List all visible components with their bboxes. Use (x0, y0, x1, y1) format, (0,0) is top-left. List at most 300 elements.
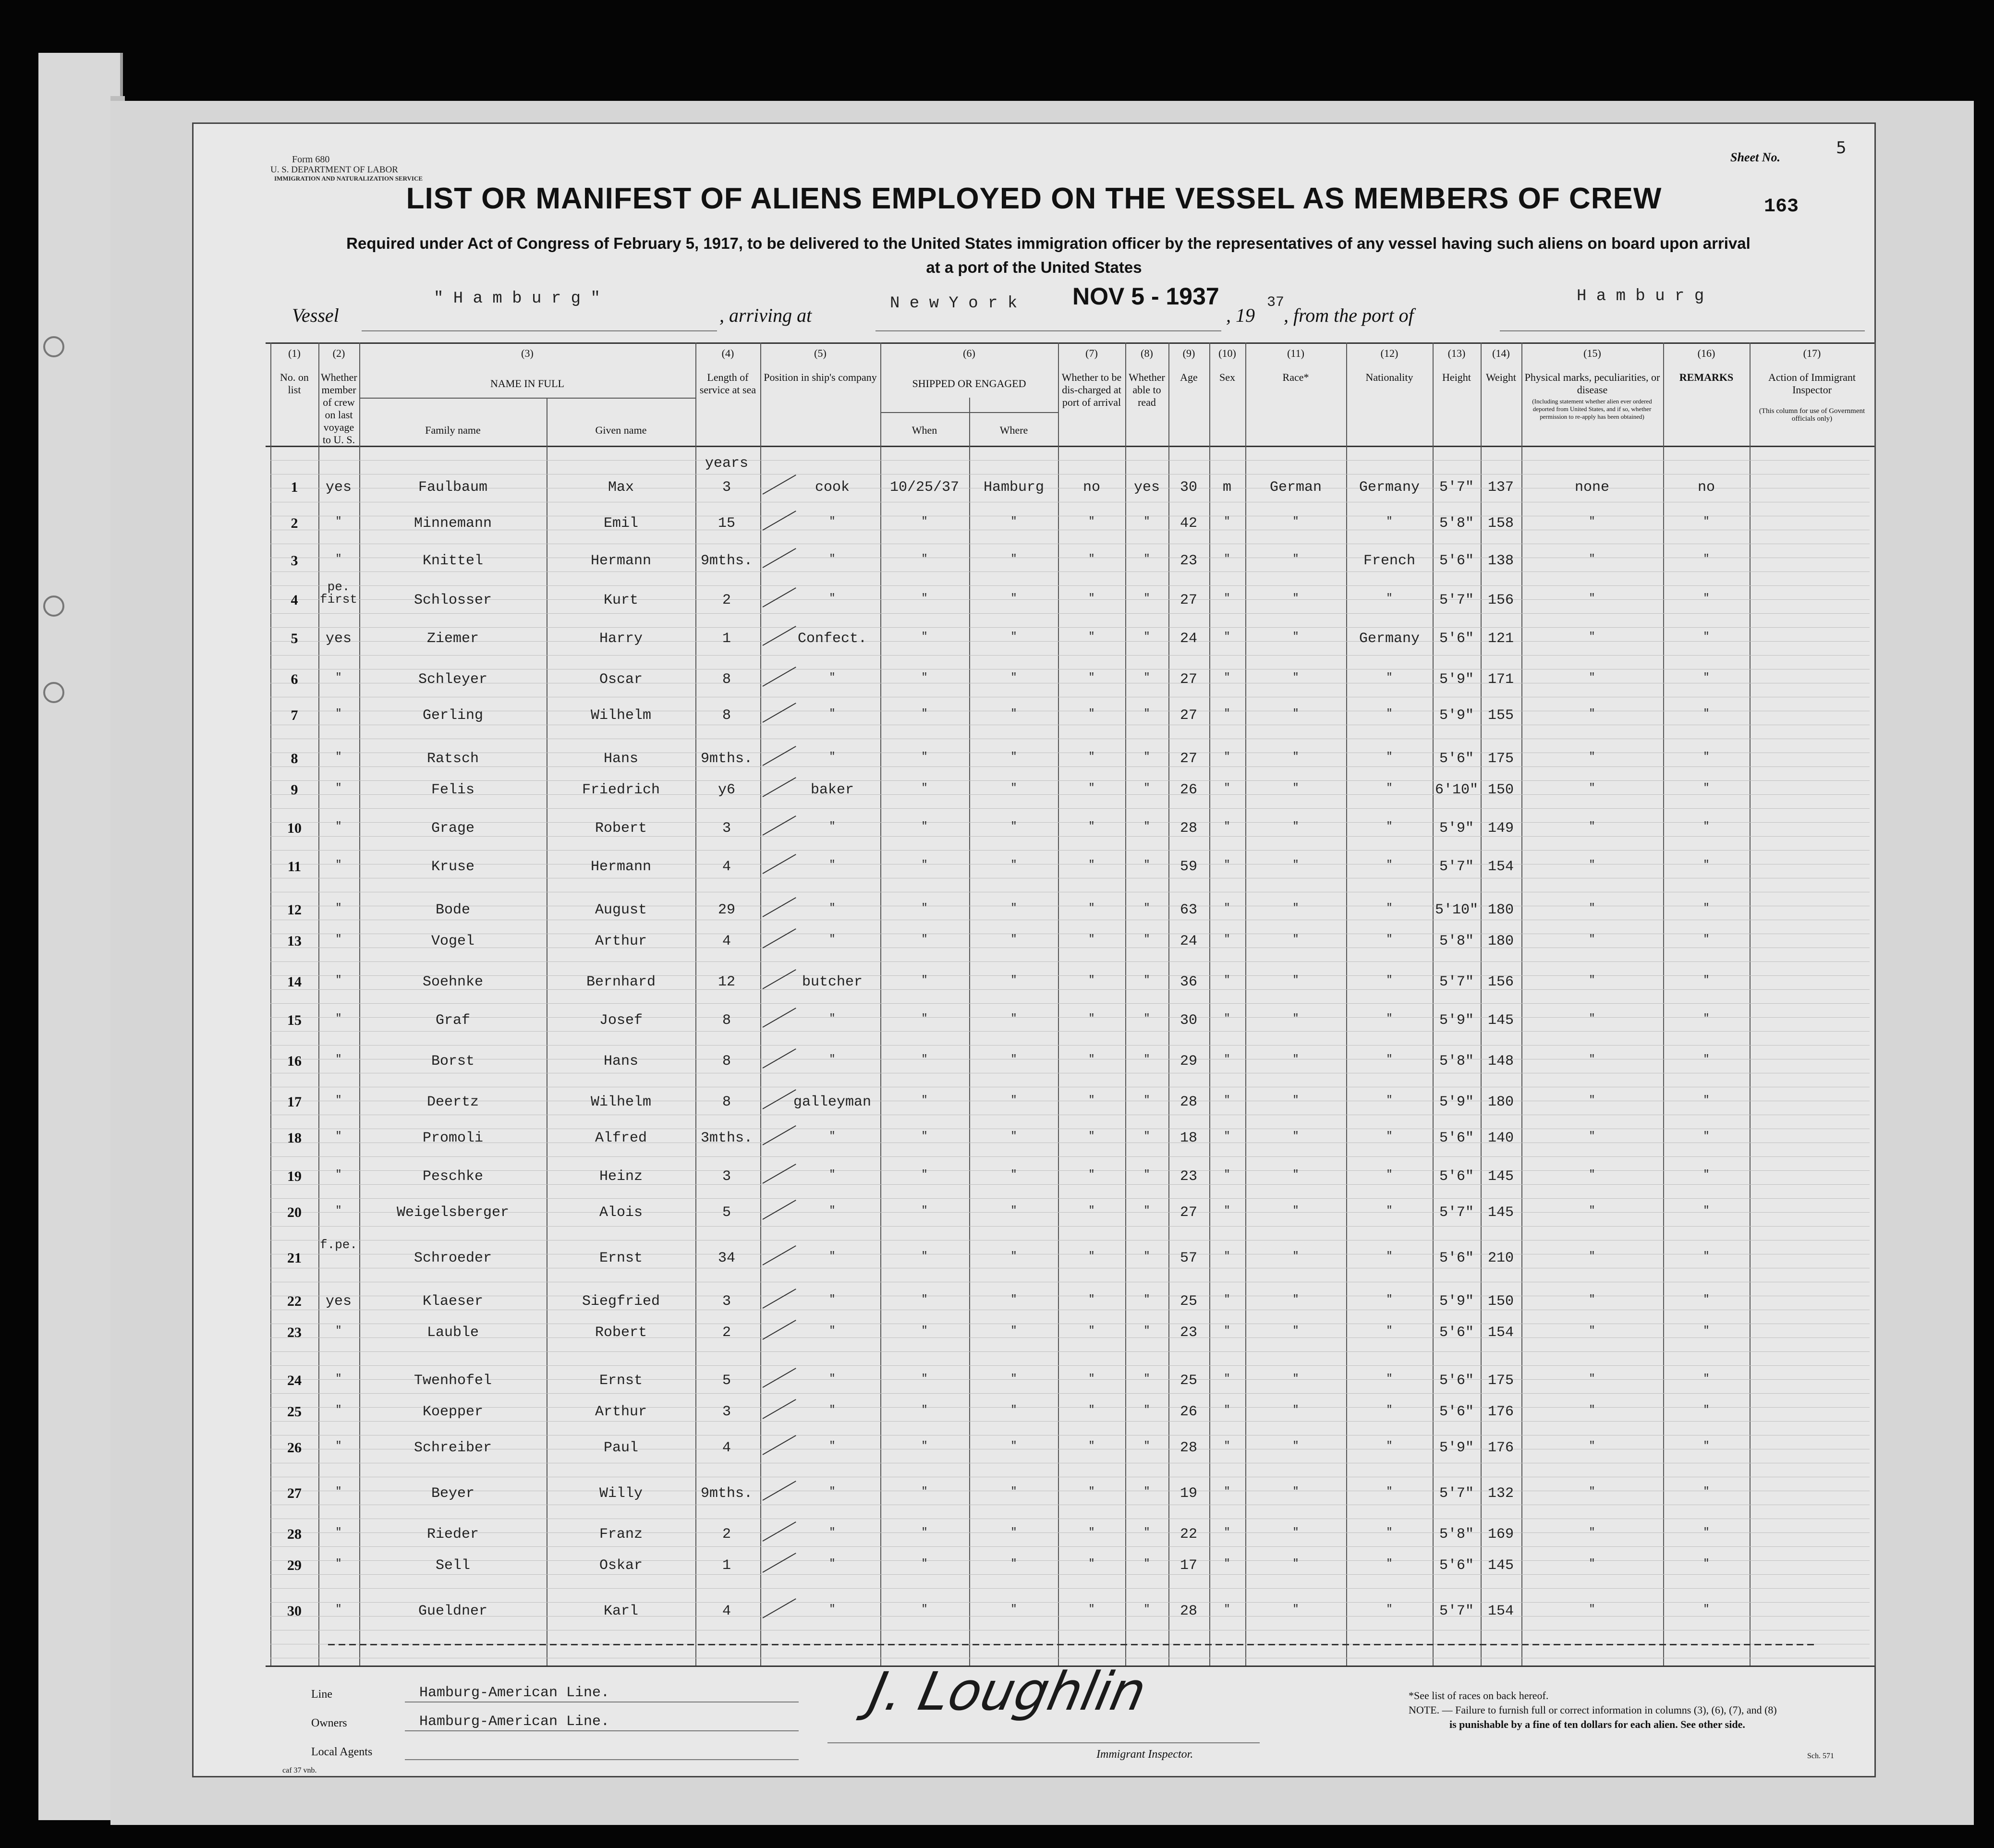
age: 30 (1179, 479, 1198, 496)
shipped-where: " (1010, 1557, 1017, 1569)
column-header: No. on list (280, 371, 309, 396)
family-name: Sell (435, 1557, 471, 1574)
height: 5'6" (1439, 631, 1474, 647)
service-length: 8 (722, 1012, 731, 1029)
physical-marks: " (1589, 1485, 1595, 1497)
ruled-line (270, 1546, 1870, 1547)
weight: 140 (1487, 1130, 1514, 1146)
position: " (829, 515, 836, 527)
weight: 158 (1487, 515, 1514, 532)
vessel-underline (362, 330, 717, 331)
nationality: " (1386, 974, 1393, 986)
physical-marks: " (1589, 1325, 1595, 1337)
row-number: 4 (291, 592, 298, 608)
sheet-number: 5 (1836, 138, 1847, 158)
position: baker (810, 782, 854, 798)
row-number: 7 (291, 707, 298, 723)
service-length: 4 (722, 933, 731, 949)
races-note: *See list of races on back hereof. (1409, 1690, 1549, 1702)
sex: " (1224, 1293, 1230, 1305)
shipped-where: " (1010, 592, 1017, 604)
age: 28 (1179, 1094, 1198, 1110)
race: " (1292, 933, 1299, 945)
sex: " (1224, 1053, 1230, 1065)
column-number: (16) (1697, 347, 1715, 359)
race: " (1292, 1603, 1299, 1615)
shipped-where: " (1010, 1204, 1017, 1216)
ruled-line (270, 1574, 1870, 1575)
inspector-signature: J. Loughlin (864, 1661, 1152, 1722)
ruled-line (270, 1616, 1870, 1617)
nationality: " (1386, 1404, 1393, 1416)
discharge: " (1088, 1485, 1095, 1497)
year-prefix: , 19 (1226, 304, 1255, 326)
shipped-where: " (1010, 933, 1017, 945)
able-to-read: " (1143, 1526, 1150, 1538)
form-number: Form 680 (292, 154, 330, 165)
position: " (829, 671, 836, 683)
column-number: (9) (1182, 347, 1195, 359)
column-header: Height (1442, 371, 1471, 383)
column-rule (1521, 342, 1522, 1666)
check-mark (763, 1320, 796, 1340)
nationality: " (1386, 1440, 1393, 1452)
family-name: Twenhofel (413, 1373, 492, 1389)
service-length: 12 (717, 974, 736, 990)
row-number: 28 (287, 1526, 302, 1542)
given-name: Hermann (590, 859, 652, 875)
height: 5'10" (1435, 902, 1479, 918)
column-header: Nationality (1365, 371, 1413, 383)
age: 28 (1179, 1440, 1198, 1456)
remarks: " (1703, 1440, 1710, 1452)
discharge: " (1088, 515, 1095, 527)
row-number: 8 (291, 751, 298, 766)
from-label: , from the port of (1284, 304, 1414, 326)
height: 5'6" (1439, 1130, 1474, 1146)
physical-marks: " (1589, 1557, 1595, 1569)
family-name: Soehnke (422, 974, 484, 990)
ruled-line (270, 1588, 1870, 1589)
column-header: Position in ship's company (764, 371, 877, 383)
physical-marks: " (1589, 1204, 1595, 1216)
row-number: 10 (287, 820, 302, 836)
shipped-where: " (1010, 707, 1017, 719)
weight: 121 (1487, 631, 1514, 647)
ruled-line (270, 1365, 1870, 1366)
service-length: 9mths. (700, 553, 753, 569)
shipped-when: " (921, 1250, 928, 1262)
nationality: " (1386, 902, 1393, 914)
remarks: " (1703, 1094, 1710, 1106)
discharge: no (1082, 479, 1101, 496)
race: " (1292, 1526, 1299, 1538)
race: " (1292, 1325, 1299, 1337)
age: 19 (1179, 1485, 1198, 1502)
column-header: Whether to be dis-charged at port of arrival (1061, 371, 1122, 408)
age: 22 (1179, 1526, 1198, 1543)
line-label: Line (311, 1688, 332, 1701)
position: " (829, 1053, 836, 1065)
arriving-port: N e w Y o r k (890, 294, 1018, 313)
column-number: (4) (721, 347, 734, 359)
height: 5'9" (1439, 1440, 1474, 1456)
height: 5'6" (1439, 1373, 1474, 1389)
height: 5'8" (1439, 515, 1474, 532)
discharge: " (1088, 1526, 1095, 1538)
check-mark (763, 928, 796, 948)
weight: 169 (1487, 1526, 1514, 1543)
weight: 175 (1487, 1373, 1514, 1389)
physical-marks: " (1589, 974, 1595, 986)
sex: " (1224, 1130, 1230, 1142)
remarks: " (1703, 592, 1710, 604)
shipped-when: " (921, 1293, 928, 1305)
age: 26 (1179, 782, 1198, 798)
service-length: 15 (717, 515, 736, 532)
nationality: " (1386, 1094, 1393, 1106)
given-name: Karl (603, 1603, 639, 1619)
height: 5'8" (1439, 933, 1474, 949)
discharge: " (1088, 631, 1095, 643)
discharge: " (1088, 1557, 1095, 1569)
position: " (829, 707, 836, 719)
nationality: " (1386, 1325, 1393, 1337)
physical-marks: " (1589, 820, 1595, 832)
nationality: " (1386, 1250, 1393, 1262)
discharge: " (1088, 902, 1095, 914)
discharge: " (1088, 553, 1095, 565)
column-number: (17) (1803, 347, 1821, 359)
where-header: Where (999, 424, 1028, 436)
shipped-when: " (921, 751, 928, 763)
weight: 176 (1487, 1440, 1514, 1456)
check-mark (763, 1399, 796, 1419)
nationality: " (1386, 515, 1393, 527)
given-name: Alfred (595, 1130, 647, 1146)
nationality: " (1386, 707, 1393, 719)
ruled-line (270, 808, 1870, 809)
shipped-when: " (921, 1404, 928, 1416)
sex: " (1224, 820, 1230, 832)
nationality: " (1386, 671, 1393, 683)
given-name: Hans (603, 751, 639, 767)
date-stamp: NOV 5 - 1937 (1072, 283, 1219, 310)
service-length: 8 (722, 1094, 731, 1110)
sex: " (1224, 1373, 1230, 1385)
service-length: 2 (722, 592, 731, 608)
position: " (829, 1168, 836, 1180)
service-length: 9mths. (700, 751, 753, 767)
remarks: no (1697, 479, 1715, 496)
able-to-read: " (1143, 707, 1150, 719)
owners-label: Owners (311, 1717, 347, 1729)
service-length: 1 (722, 1557, 731, 1574)
physical-marks: " (1589, 1404, 1595, 1416)
ruled-line (270, 460, 1870, 461)
position: " (829, 820, 836, 832)
position: " (829, 1404, 836, 1416)
height: 5'8" (1439, 1053, 1474, 1070)
age: 27 (1179, 707, 1198, 724)
sex: " (1224, 1250, 1230, 1262)
shipped-when: " (921, 933, 928, 945)
service-length: 4 (722, 1603, 731, 1619)
remarks: " (1703, 707, 1710, 719)
crew-last-voyage: yes (325, 631, 352, 647)
weight: 145 (1487, 1168, 1514, 1185)
given-name: Ernst (599, 1373, 643, 1389)
crew-last-voyage: " (335, 515, 342, 527)
column-header: Whether able to read (1129, 371, 1165, 408)
crew-last-voyage: yes (325, 479, 352, 496)
nationality: " (1386, 1485, 1393, 1497)
shipped-when: " (921, 1526, 928, 1538)
height: 5'9" (1439, 671, 1474, 688)
able-to-read: " (1143, 1557, 1150, 1569)
given-name: Hans (603, 1053, 639, 1070)
column-header: Sex (1219, 371, 1235, 383)
remarks: " (1703, 631, 1710, 643)
remarks-note: (Including statement whether alien ever ordered deported from United States, and if so, whether permission to re-apply has been obtained) (1532, 398, 1652, 420)
age: 17 (1179, 1557, 1198, 1574)
height: 5'6" (1439, 751, 1474, 767)
sex: " (1224, 1012, 1230, 1024)
shipped-where: " (1010, 1130, 1017, 1142)
height: 5'7" (1439, 479, 1474, 496)
sex: " (1224, 515, 1230, 527)
ruled-line (270, 1351, 1870, 1352)
remarks: " (1703, 1325, 1710, 1337)
remarks: " (1703, 553, 1710, 565)
weight: 180 (1487, 1094, 1514, 1110)
physical-marks: " (1589, 1168, 1595, 1180)
ruled-line (270, 1031, 1870, 1032)
owners-value: Hamburg-American Line. (419, 1714, 610, 1730)
shipped-where: Hamburg (983, 479, 1045, 496)
nationality: " (1386, 751, 1393, 763)
weight: 145 (1487, 1204, 1514, 1221)
row-number: 30 (287, 1603, 302, 1619)
manifest-form (192, 122, 1876, 1777)
given-name: Wilhelm (590, 707, 652, 724)
remarks: " (1703, 1130, 1710, 1142)
physical-marks: none (1574, 479, 1610, 496)
check-mark (763, 474, 796, 495)
vessel-label: Vessel (292, 304, 339, 326)
table-top-rule (266, 342, 1874, 344)
shipped-where: " (1010, 1012, 1017, 1024)
family-name: Kruse (431, 859, 475, 875)
crew-last-voyage: " (335, 820, 342, 832)
crew-last-voyage: " (335, 1485, 342, 1497)
row-number: 15 (287, 1012, 302, 1028)
nationality: " (1386, 1012, 1393, 1024)
able-to-read: " (1143, 1250, 1150, 1262)
sex: " (1224, 751, 1230, 763)
column-number: (6) (963, 347, 975, 359)
family-name: Graf (435, 1012, 471, 1029)
discharge: " (1088, 1130, 1095, 1142)
weight: 149 (1487, 820, 1514, 837)
ruled-line (270, 780, 1870, 781)
service-length: 8 (722, 707, 731, 724)
signature-underline (827, 1742, 1260, 1743)
check-mark (763, 1521, 796, 1542)
race: " (1292, 1250, 1299, 1262)
race: German (1269, 479, 1322, 496)
service-length: 29 (717, 902, 736, 918)
crew-last-voyage: " (335, 974, 342, 986)
check-mark (763, 1553, 796, 1573)
given-name: Bernhard (586, 974, 656, 990)
physical-marks: " (1589, 1130, 1595, 1142)
family-name: Knittel (422, 553, 484, 569)
check-mark (763, 1289, 796, 1309)
crew-last-voyage: " (335, 1012, 342, 1024)
shipped-where: " (1010, 974, 1017, 986)
crew-last-voyage: " (335, 1404, 342, 1416)
shipped-where: " (1010, 631, 1017, 643)
column-rule (270, 342, 271, 1666)
remarks: " (1703, 902, 1710, 914)
discharge: " (1088, 1094, 1095, 1106)
age: 24 (1179, 631, 1198, 647)
crew-last-voyage: " (335, 707, 342, 719)
physical-marks: " (1589, 1012, 1595, 1024)
physical-marks: " (1589, 1526, 1595, 1538)
sex: " (1224, 1557, 1230, 1569)
weight: 154 (1487, 859, 1514, 875)
position: " (829, 1603, 836, 1615)
remarks: " (1703, 1053, 1710, 1065)
shipped-when: " (921, 592, 928, 604)
subtitle-line-1: Required under Act of Congress of February 5, 1917, to be delivered to the United States immigration officer by the representatives of any vessel having such aliens on board upon arrival (346, 234, 1751, 252)
able-to-read: yes (1133, 479, 1160, 496)
service-length: 1 (722, 631, 731, 647)
weight: 210 (1487, 1250, 1514, 1266)
crew-last-voyage: " (335, 751, 342, 763)
column-rule (1245, 342, 1246, 1666)
position: " (829, 1293, 836, 1305)
crew-last-voyage: " (335, 902, 342, 914)
discharge: " (1088, 782, 1095, 794)
discharge: " (1088, 751, 1095, 763)
physical-marks: " (1589, 553, 1595, 565)
able-to-read: " (1143, 1603, 1150, 1615)
nationality: " (1386, 1526, 1393, 1538)
nationality: " (1386, 1168, 1393, 1180)
sex: " (1224, 1325, 1230, 1337)
remarks: " (1703, 1168, 1710, 1180)
column-number: (2) (332, 347, 345, 359)
crew-last-voyage: " (335, 859, 342, 871)
physical-marks: " (1589, 1053, 1595, 1065)
physical-marks: " (1589, 707, 1595, 719)
family-name: Peschke (422, 1168, 484, 1185)
sex: " (1224, 1603, 1230, 1615)
age: 23 (1179, 1168, 1198, 1185)
discharge: " (1088, 707, 1095, 719)
able-to-read: " (1143, 1325, 1150, 1337)
shipped-where: " (1010, 1440, 1017, 1452)
row-number: 13 (287, 933, 302, 949)
weight: 150 (1487, 782, 1514, 798)
discharge: " (1088, 1293, 1095, 1305)
column-number: (15) (1583, 347, 1601, 359)
able-to-read: " (1143, 1012, 1150, 1024)
family-name: Ziemer (426, 631, 479, 647)
height: 5'6" (1439, 1325, 1474, 1341)
nationality: " (1386, 933, 1393, 945)
service-length: 5 (722, 1373, 731, 1389)
weight: 145 (1487, 1012, 1514, 1029)
row-number: 20 (287, 1204, 302, 1220)
ruled-line (270, 1212, 1870, 1213)
position: " (829, 751, 836, 763)
weight: 176 (1487, 1404, 1514, 1420)
height: 5'7" (1439, 1603, 1474, 1619)
nationality: " (1386, 1293, 1393, 1305)
row-number: 3 (291, 553, 298, 569)
position: galleyman (793, 1094, 872, 1110)
check-mark (763, 1164, 796, 1184)
age: 18 (1179, 1130, 1198, 1146)
weight: 132 (1487, 1485, 1514, 1502)
age: 29 (1179, 1053, 1198, 1070)
crew-last-voyage: yes (325, 1293, 352, 1310)
discharge: " (1088, 933, 1095, 945)
discharge: " (1088, 671, 1095, 683)
able-to-read: " (1143, 1168, 1150, 1180)
family-name: Lauble (426, 1325, 479, 1341)
remarks: " (1703, 1250, 1710, 1262)
row-number: 27 (287, 1485, 302, 1501)
race: " (1292, 974, 1299, 986)
able-to-read: " (1143, 1094, 1150, 1106)
family-name: Felis (431, 782, 475, 798)
height: 5'6" (1439, 1250, 1474, 1266)
shipped-where: " (1010, 1325, 1017, 1337)
inspector-label: Immigrant Inspector. (1096, 1748, 1193, 1761)
race: " (1292, 1440, 1299, 1452)
nationality: French (1363, 553, 1416, 569)
age: 26 (1179, 1404, 1198, 1420)
weight: 148 (1487, 1053, 1514, 1070)
able-to-read: " (1143, 1373, 1150, 1385)
discharge: " (1088, 1012, 1095, 1024)
weight: 180 (1487, 902, 1514, 918)
crew-last-voyage: " (335, 1373, 342, 1385)
column-header: Race* (1282, 371, 1309, 383)
race: " (1292, 1404, 1299, 1416)
column-rule (359, 342, 360, 1666)
nationality: " (1386, 782, 1393, 794)
column-number: (7) (1085, 347, 1098, 359)
ruled-line (270, 794, 1870, 795)
row-number: 29 (287, 1557, 302, 1573)
shipped-when: " (921, 820, 928, 832)
page-stamp: 163 (1764, 196, 1799, 218)
ruled-line (270, 655, 1870, 656)
owners-underline (405, 1730, 799, 1731)
given-name-header: Given name (595, 424, 647, 436)
age: 28 (1179, 820, 1198, 837)
row-number: 11 (287, 859, 302, 875)
race: " (1292, 1204, 1299, 1216)
ruled-line (270, 571, 1870, 572)
able-to-read: " (1143, 974, 1150, 986)
